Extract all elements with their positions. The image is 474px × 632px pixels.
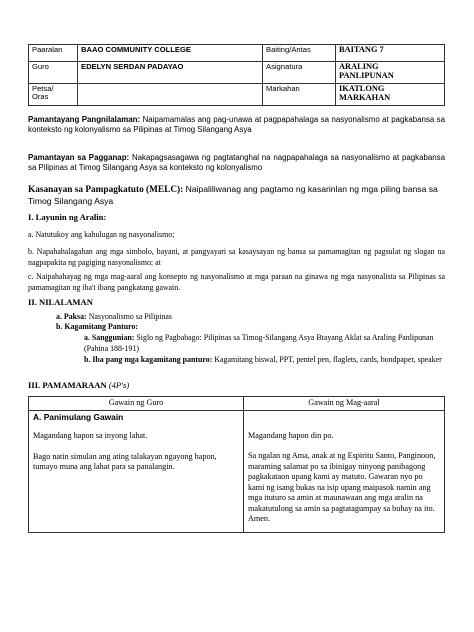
content-standard: [28, 115, 445, 135]
paksa-label: a. Paksa:: [56, 312, 87, 321]
iba-pa-label: b. Iba pang mga kagamitang panturo:: [84, 355, 213, 364]
table-row: [29, 62, 445, 84]
section-3-note: (4P's): [108, 380, 130, 390]
teacher-label: Guro: [29, 62, 78, 84]
table-header-row: [29, 397, 445, 411]
subject-value: [336, 62, 445, 84]
date-label: Petsa/: [32, 84, 54, 93]
student-greeting: Magandang hapon din po.: [248, 430, 334, 440]
subject-label: Asignatura: [263, 62, 336, 84]
melc-label: Kasanayan sa Pampagkatuto (MELC):: [28, 185, 184, 195]
paksa-text: Nasyonalismo sa Pilipinas: [88, 312, 172, 321]
teacher-greeting: Magandang hapon sa inyong lahat.: [33, 431, 148, 440]
sanggunian-line: [84, 332, 445, 354]
quarter-value-line1: IKATLONG: [339, 84, 385, 93]
section-3-heading: [28, 380, 445, 390]
section-3-title: III. PAMAMARAAN: [28, 380, 107, 390]
table-row: [29, 45, 445, 62]
iba-pa-line: [84, 354, 445, 365]
objective-b: b. Napahahalagahan ang mga simbolo, bayani, at pangyayari sa kasaysayan ng bansa sa pamamagitan ng pagsulat ng slogan na nagpapakita ng pagiging nasyonalismo; at: [28, 247, 445, 267]
grade-label: Baiting/Antas: [263, 45, 336, 62]
student-column-header: Gawain ng Mag-aaral: [244, 397, 445, 411]
grade-value: BAITANG 7: [336, 45, 445, 62]
header-info-table: [28, 44, 445, 106]
kagamitan-label: b. Kagamitang Panturo:: [56, 322, 139, 331]
objective-a: a. Natutukoy ang kahulugan ng nasyonalismo;: [28, 230, 175, 239]
subject-value-line2: PANLIPUNAN: [339, 70, 394, 80]
melc-text: Naipaliliwanag ang pagtamo ng kasarinlan ng mga piling bansa sa Timog Silangang Asya: [28, 184, 438, 206]
quarter-value-line2: MARKAHAN: [339, 92, 391, 102]
teacher-column-header: Gawain ng Guro: [29, 397, 244, 411]
kagamitan-line: [56, 321, 445, 332]
time-label: Oras: [32, 91, 49, 101]
quarter-label: Markahan: [263, 84, 336, 106]
panimulang-gawain-heading: A. Panimulang Gawain: [33, 411, 124, 422]
student-cell: [244, 410, 445, 532]
date-time-value: [78, 84, 263, 106]
table-row: [29, 84, 445, 106]
section-1-heading: I. Layunin ng Aralin:: [28, 212, 107, 222]
performance-standard-label: Pamantayan sa Pagganap:: [28, 153, 130, 162]
procedure-table: [28, 396, 445, 533]
school-value: BAAO COMMUNITY COLLEGE: [78, 45, 263, 62]
quarter-value: [336, 84, 445, 106]
performance-standard-text: Nakapagsasagawa ng pagtatanghal na nagpapahalaga sa nasyonalismo at pagkabansa sa Pilipinas at Timog Silangang Asya sa konteksto ng kolonyalismo: [28, 153, 445, 172]
iba-pa-text: Kagamitang biswal, PPT, pentel pen, flaglets, cards, bondpaper, speaker: [214, 355, 442, 364]
objective-c: c. Naipahahayag ng mga mag-aaral ang konsepto ng nasyonalismo at mga paraan na ginawa ng mga nasyonalista sa Pilipinas sa pamamagitan ng iba't ibang pangkatang gawain.: [28, 272, 445, 292]
student-prayer: Sa ngalan ng Ama, anak at ng Espiritu Santo, Panginoon, maraming salamat po sa ibinigay ninyong panibagong pagkakataon upang kami ay matuto. Gawaran nyo po kami ng isang bukas na isip upang maipasok namin ang mga ituturo sa amin at maunawaan ang mga aralin na makatutulong sa amin sa pagtatagumpay sa buhay na ito. Amen.: [248, 451, 436, 523]
table-row: [29, 410, 445, 532]
teacher-prayer-instruction: Bago natin simulan ang ating talakayan ngayong hapon, tumayo muna ang lahat para sa panalangin.: [33, 451, 217, 471]
teacher-cell: [29, 410, 244, 532]
content-standard-text: Naipamamalas ang pag-unawa at pagpapahalaga sa nasyonalismo at pagkabansa sa konteksto ng kolonyalismo sa Pilipinas at Timog Silangang Asya: [28, 115, 445, 134]
teacher-value: EDELYN SERDAN PADAYAO: [78, 62, 263, 84]
performance-standard: [28, 153, 445, 173]
melc: [28, 184, 445, 208]
sanggunian-label: a. Sanggunian:: [84, 333, 135, 342]
subject-value-line1: ARALING: [339, 62, 379, 71]
school-label: Paaralan: [29, 45, 78, 62]
section-2-heading: II. NILALAMAN: [28, 297, 93, 307]
sanggunian-text: Siglo ng Pagbabago: Pilipinas sa Timog-Silangang Asya Btayang Aklat sa Araling Panlipunan (Pahina 188-191): [84, 333, 434, 353]
date-time-label: [29, 84, 78, 106]
content-standard-label: Pamantayang Pangnilalaman:: [28, 115, 141, 124]
